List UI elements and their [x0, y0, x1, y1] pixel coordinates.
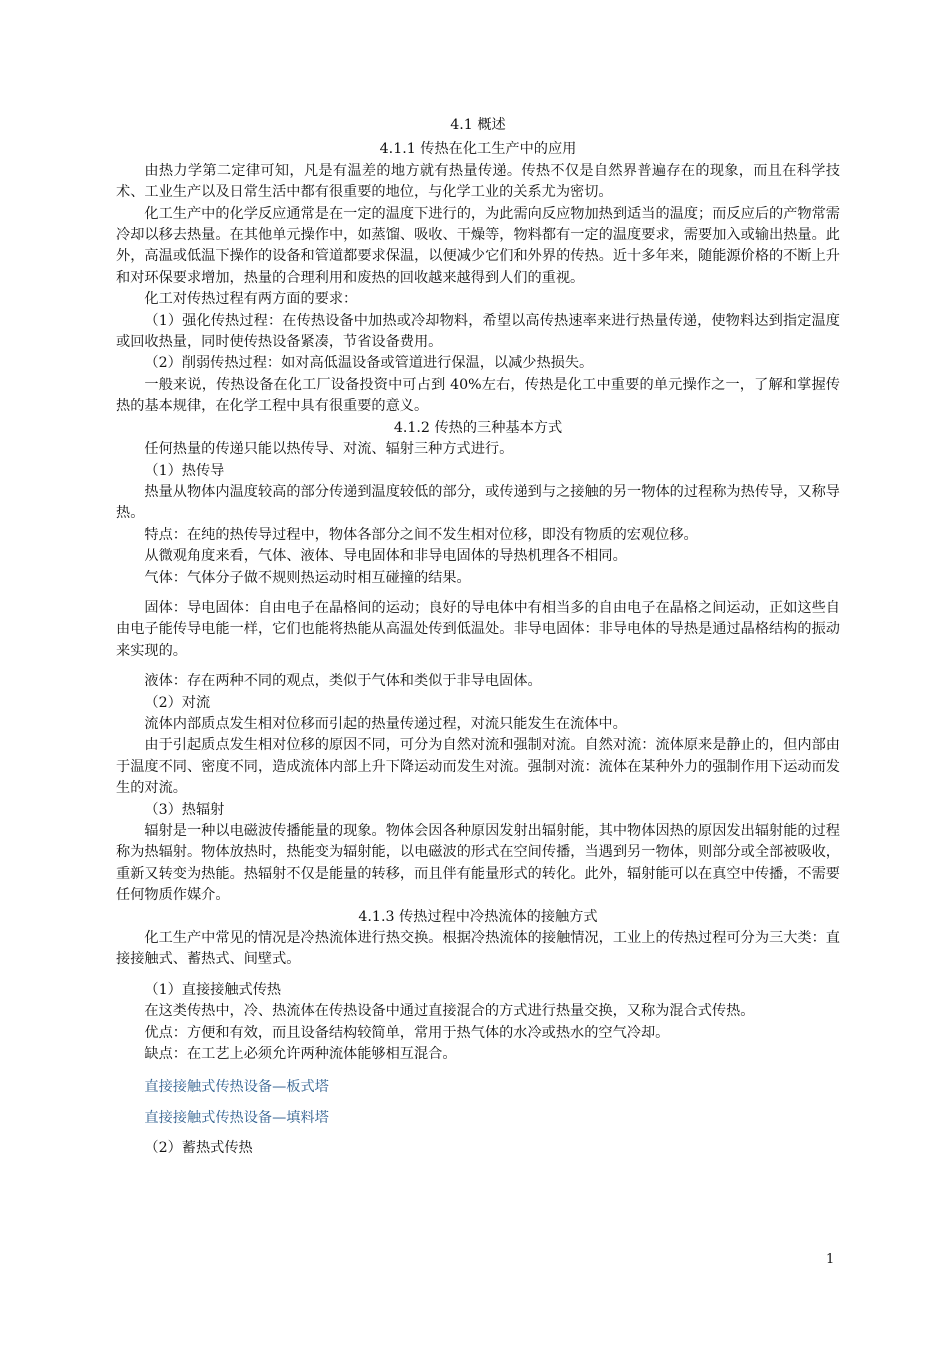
paragraph: 化工生产中的化学反应通常是在一定的温度下进行的，为此需向反应物加热到适当的温度；而反应后的产物常需冷却以移去热量。在其他单元操作中，如蒸馏、吸收、干燥等，物料都有一定的温度要求，需要加入或输出热量。此外，高温或低温下操作的设备和管道都要求保温，以便减少它们和外界的传热。近十多年来，随能源价格的不断上升和对环保要求增加，热量的合理利用和废热的回收越来越得到人们的重视。: [116, 205, 840, 286]
paragraph: （1）直接接触式传热: [144, 981, 282, 998]
link-packed-tower[interactable]: 直接接触式传热设备—填料塔: [144, 1109, 329, 1126]
paragraph: 液体：存在两种不同的观点，类似于气体和类似于非导电固体。: [144, 673, 542, 690]
section-heading-4-1-1: 4.1.1 传热在化工生产中的应用: [379, 141, 577, 158]
paragraph: 由于引起质点发生相对位移的原因不同，可分为自然对流和强制对流。自然对流：流体原来是静止的，但内部由于温度不同、密度不同，造成流体内部上升下降运动而发生对流。强制对流：流体在某种外力的强制作用下运动而发生的对流。: [116, 737, 840, 797]
paragraph: 气体：气体分子做不规则热运动时相互碰撞的结果。: [144, 569, 471, 586]
paragraph: （3）热辐射: [144, 801, 225, 818]
paragraph: 由热力学第二定律可知，凡是有温差的地方就有热量传递。传热不仅是自然界普遍存在的现象，而且在科学技术、工业生产以及日常生活中都有很重要的地位，与化学工业的关系尤为密切。: [116, 162, 840, 201]
paragraph: 缺点：在工艺上必须允许两种流体能够相互混合。: [144, 1046, 457, 1063]
paragraph: 任何热量的传递只能以热传导、对流、辐射三种方式进行。: [144, 441, 514, 458]
page-number: 1: [826, 1252, 835, 1267]
paragraph: 化工对传热过程有两方面的要求：: [144, 291, 358, 308]
spacer: [116, 1099, 840, 1108]
paragraph: 从微观角度来看，气体、液体、导电固体和非导电固体的导热机理各不相同。: [144, 548, 627, 565]
paragraph: 在这类传热中，冷、热流体在传热设备中通过直接混合的方式进行热量交换，又称为混合式传热。: [144, 1003, 755, 1020]
link-plate-tower[interactable]: 直接接触式传热设备—板式塔: [144, 1079, 329, 1096]
paragraph: 化工生产中常见的情况是冷热流体进行热交换。根据冷热流体的接触情况，工业上的传热过程可分为三大类：直接接触式、蓄热式、间壁式。: [116, 930, 840, 968]
spacer: [116, 1129, 840, 1138]
paragraph: 特点：在纯的热传导过程中，物体各部分之间不发生相对位移，即没有物质的宏观位移。: [144, 526, 698, 543]
paragraph: 流体内部质点发生相对位移而引起的热量传递过程，对流只能发生在流体中。: [144, 715, 627, 732]
paragraph: 辐射是一种以电磁波传播能量的现象。物体会因各种原因发射出辐射能，其中物体因热的原因发出辐射能的过程称为热辐射。物体放热时，热能变为辐射能，以电磁波的形式在空间传播，当遇到另一物体，则部分或全部被吸收，重新又转变为热能。热辐射不仅是能量的转移，而且伴有能量形式的转化。此外，辐射能可以在真空中传播，不需要任何物质作媒介。: [116, 823, 840, 904]
document-body: [116, 115, 840, 1160]
paragraph: 固体：导电固体：自由电子在晶格间的运动；良好的导电体中有相当多的自由电子在晶格之间运动，正如这些自由电子能传导电能一样，它们也能将热能从高温处传到低温处。非导电固体：非导电体的导热是通过晶格结构的振动来实现的。: [116, 599, 840, 659]
section-heading-4-1-2: 4.1.2 传热的三种基本方式: [393, 419, 563, 436]
paragraph: （2）对流: [144, 694, 211, 711]
paragraph: 一般来说，传热设备在化工厂设备投资中可占到 40%左右，传热是化工中重要的单元操作之一，了解和掌握传热的基本规律，在化学工程中具有很重要的意义。: [116, 376, 840, 415]
spacer: [116, 971, 840, 980]
paragraph: （2）蓄热式传热: [144, 1140, 253, 1157]
spacer: [116, 662, 840, 671]
spacer: [116, 589, 840, 598]
spacer: [116, 1065, 840, 1077]
section-heading-4-1: 4.1 概述: [450, 117, 506, 133]
paragraph: （2）削弱传热过程：如对高低温设备或管道进行保温，以减少热损失。: [144, 355, 594, 372]
paragraph: （1）强化传热过程：在传热设备中加热或冷却物料，希望以高传热速率来进行热量传递，使物料达到指定温度或回收热量，同时使传热设备紧凑，节省设备费用。: [116, 312, 840, 351]
paragraph: （1）热传导: [144, 462, 225, 479]
paragraph: 优点：方便和有效，而且设备结构较简单，常用于热气体的水冷或热水的空气冷却。: [144, 1024, 670, 1041]
section-heading-4-1-3: 4.1.3 传热过程中冷热流体的接触方式: [358, 908, 598, 925]
paragraph: 热量从物体内温度较高的部分传递到温度较低的部分，或传递到与之接触的另一物体的过程称为热传导，又称导热。: [116, 483, 840, 522]
